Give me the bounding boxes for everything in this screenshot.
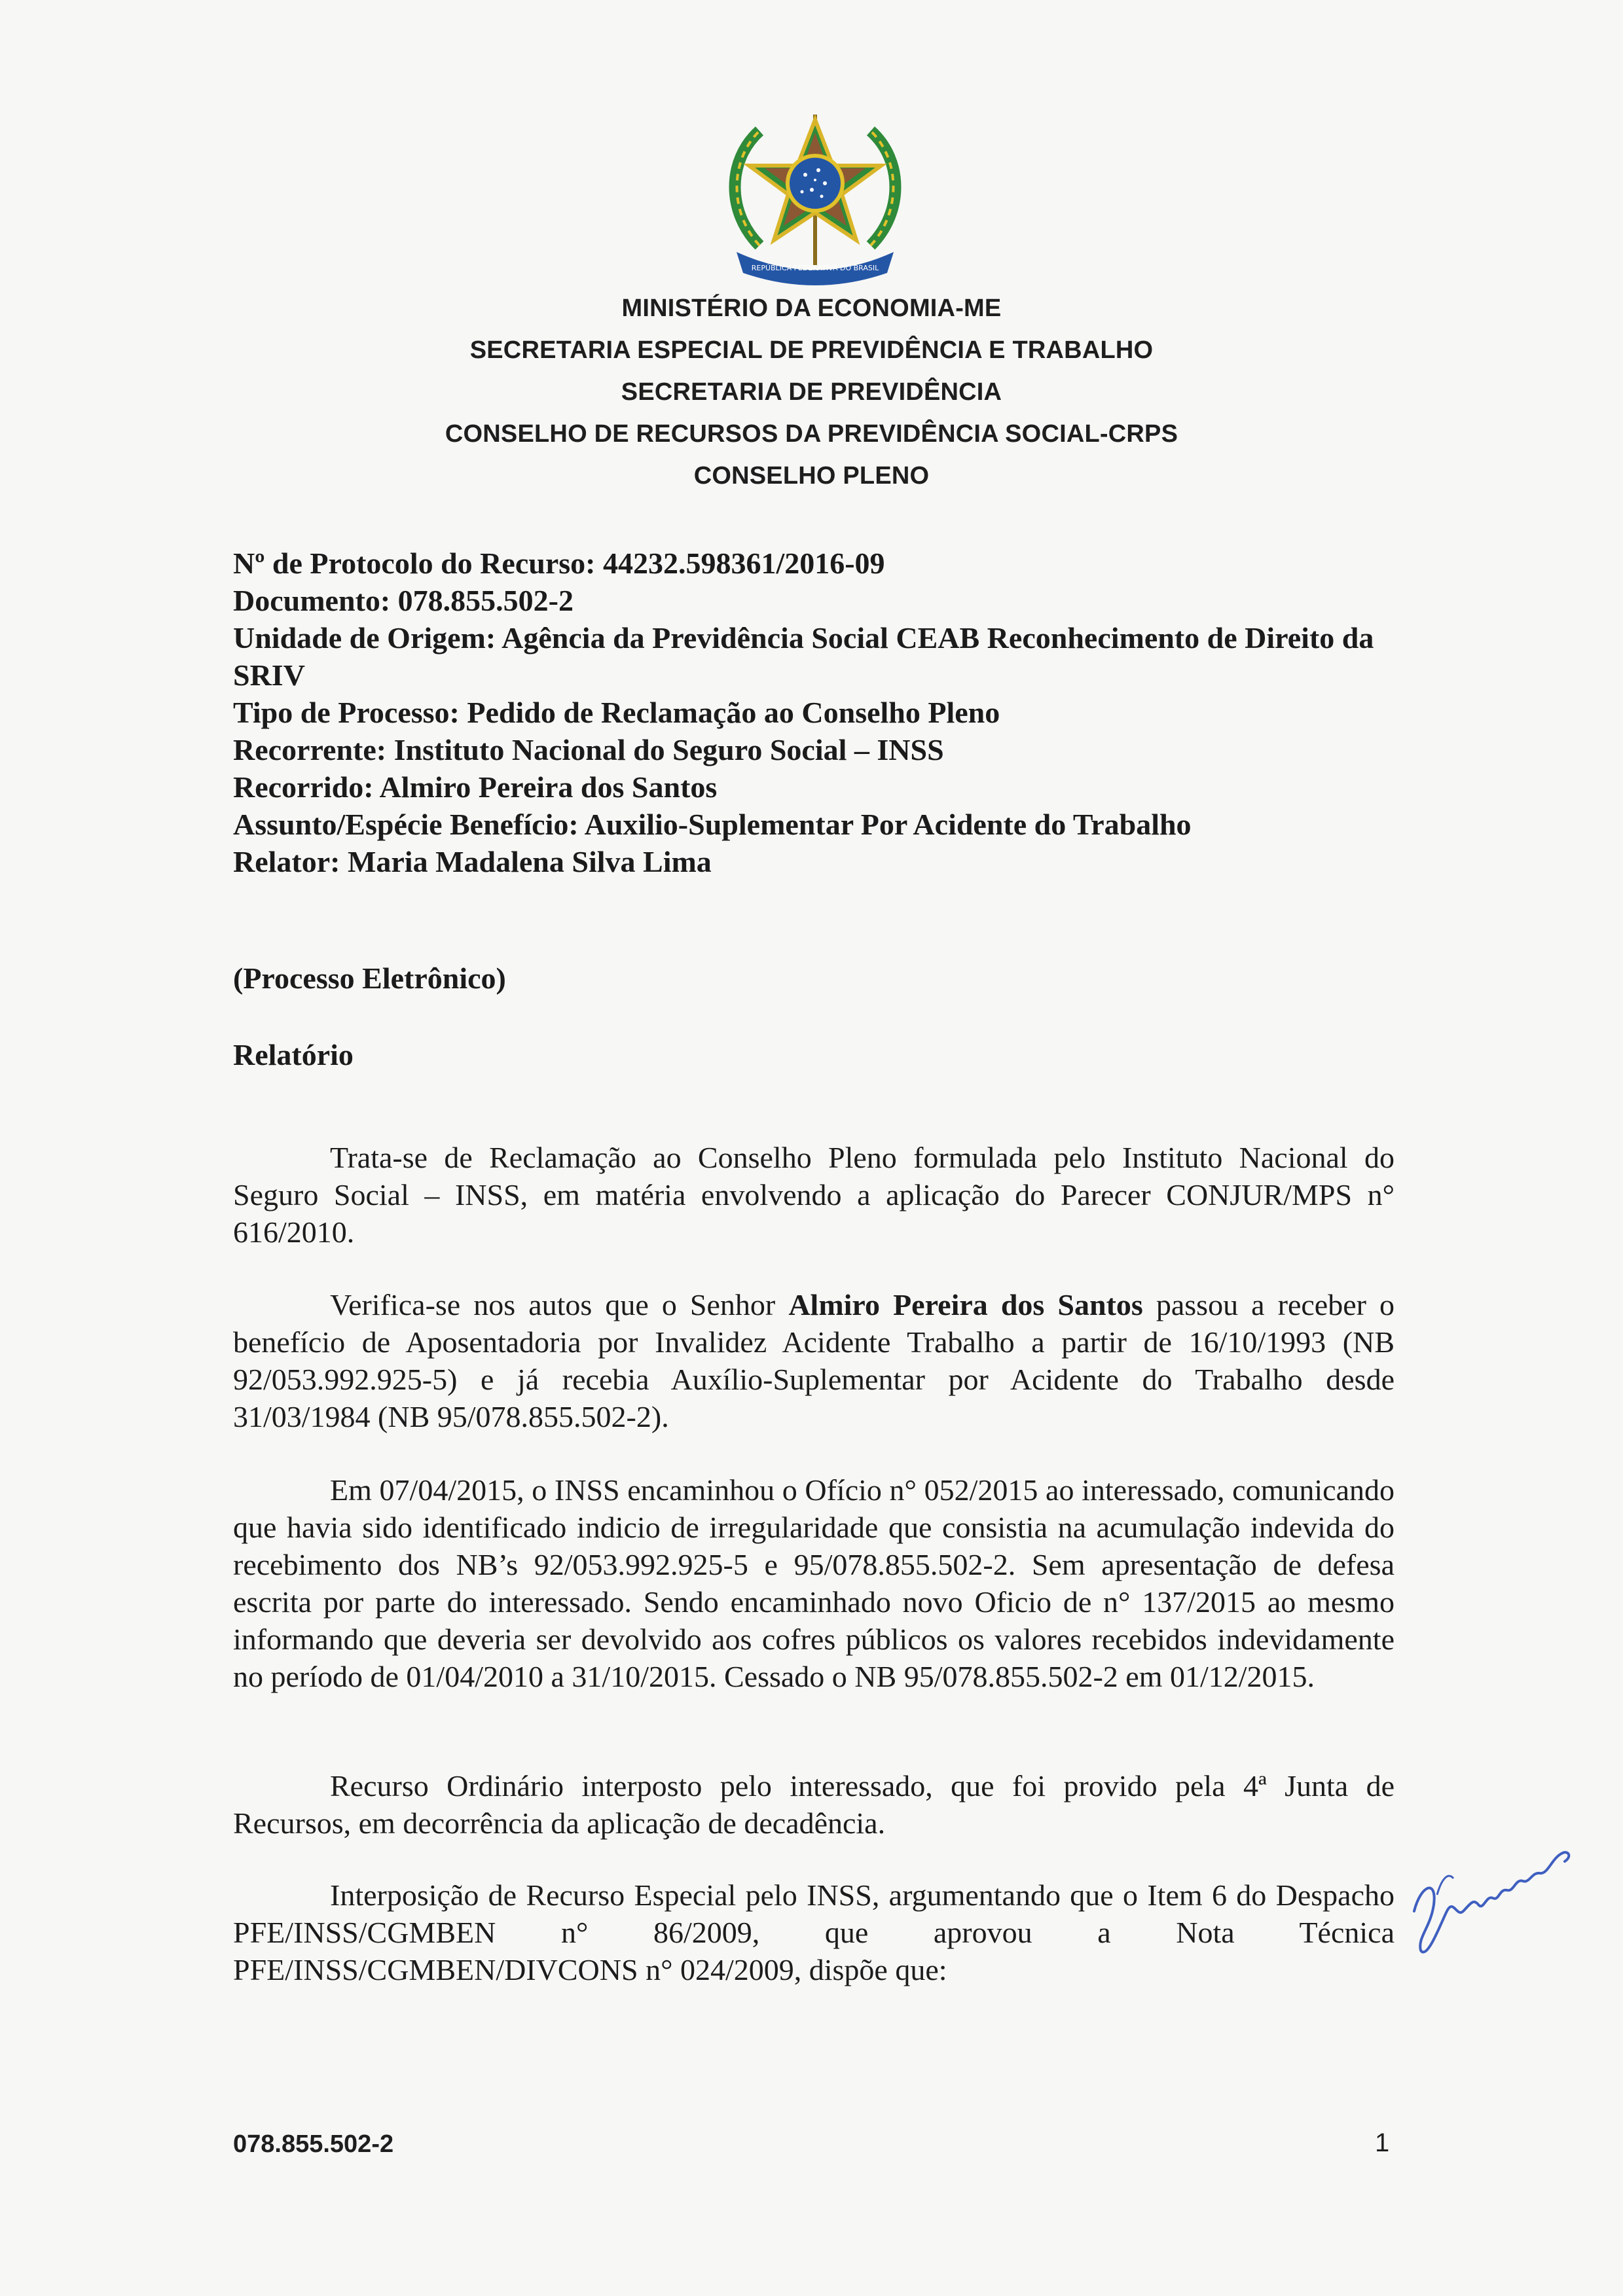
svg-text:REPÚBLICA FEDERATIVA DO BRASIL: REPÚBLICA FEDERATIVA DO BRASIL [751,264,879,272]
paragraph-2-text-a: Verifica-se nos autos que o Senhor [330,1288,789,1321]
meta-protocolo: Nº de Protocolo do Recurso: 44232.598361/2016-09 [233,547,885,580]
paragraph-2-text-b: passou a receber o benefício de Aposentadoria por Invalidez Acidente Trabalho a partir de 16/10/1993 (NB 92/053.992.925-5) e já recebia Auxílio-Suplementar por Acidente do Trabalho desde 31/03/1984 (NB 95/078.855.502-2). [233,1288,1395,1433]
meta-assunto: Assunto/Espécie Benefício: Auxilio-Suplementar Por Acidente do Trabalho [233,808,1192,841]
header-line-crps: CONSELHO DE RECURSOS DA PREVIDÊNCIA SOCIAL-CRPS [445,420,1178,448]
header-line-ministerio: MINISTÉRIO DA ECONOMIA-ME [621,295,1002,322]
heading-relatorio: Relatório [233,1038,354,1071]
paragraph-2-name: Almiro Pereira dos Santos [788,1288,1143,1321]
footer-page-number: 1 [1375,2128,1390,2157]
paragraph-3: Em 07/04/2015, o INSS encaminhou o Ofício n° 052/2015 ao interessado, comunicando que havia sido identificado indicio de irregularidade que consistia na acumulação indevida do recebimento dos NB’s 92/053.992.925-5 e 95/078.855.502-2. Sem apresentação de defesa escrita por parte do interessado. Sendo encaminhado novo Oficio de n° 137/2015 ao mesmo informando que deveria ser devolvido aos cofres públicos os valores recebidos indevidamente no período de 01/04/2010 a 31/10/2015. Cessado o NB 95/078.855.502-2 em 01/12/2015. [233,1473,1395,1693]
meta-tipo-processo: Tipo de Processo: Pedido de Reclamação ao Conselho Pleno [233,696,1000,729]
header-line-secretaria-especial: SECRETARIA ESPECIAL DE PREVIDÊNCIA E TRABALHO [469,336,1154,364]
meta-recorrente: Recorrente: Instituto Nacional do Seguro Social – INSS [233,733,944,766]
paragraph-5: Interposição de Recurso Especial pelo INSS, argumentando que o Item 6 do Despacho PFE/INSS/CGMBEN n° 86/2009, que aprovou a Nota Técnica PFE/INSS/CGMBEN/DIVCONS n° 024/2009, dispõe que: [233,1878,1395,1986]
meta-relator: Relator: Maria Madalena Silva Lima [233,845,712,878]
handwritten-signature [1401,1813,1584,1983]
case-metadata [233,545,1412,880]
paragraph-1: Trata-se de Reclamação ao Conselho Pleno formulada pelo Instituto Nacional do Seguro Social – INSS, em matéria envolvendo a aplicação do Parecer CONJUR/MPS n° 616/2010. [233,1141,1395,1249]
coat-of-arms-emblem [720,101,910,291]
meta-documento: Documento: 078.855.502-2 [233,584,574,617]
header-line-secretaria-previdencia: SECRETARIA DE PREVIDÊNCIA [621,378,1002,406]
heading-processo-eletronico: (Processo Eletrônico) [233,961,506,995]
paragraph-4: Recurso Ordinário interposto pelo interessado, que foi provido pela 4ª Junta de Recursos, em decorrência da aplicação de decadência. [233,1769,1395,1840]
paragraph-2 [233,1286,1395,1435]
footer-document-number: 078.855.502-2 [233,2130,394,2158]
header-line-conselho-pleno: CONSELHO PLENO [693,462,930,490]
meta-recorrido: Recorrido: Almiro Pereira dos Santos [233,770,718,804]
meta-unidade-origem: Unidade de Origem: Agência da Previdência Social CEAB Reconhecimento de Direito da SRIV [233,621,1374,692]
